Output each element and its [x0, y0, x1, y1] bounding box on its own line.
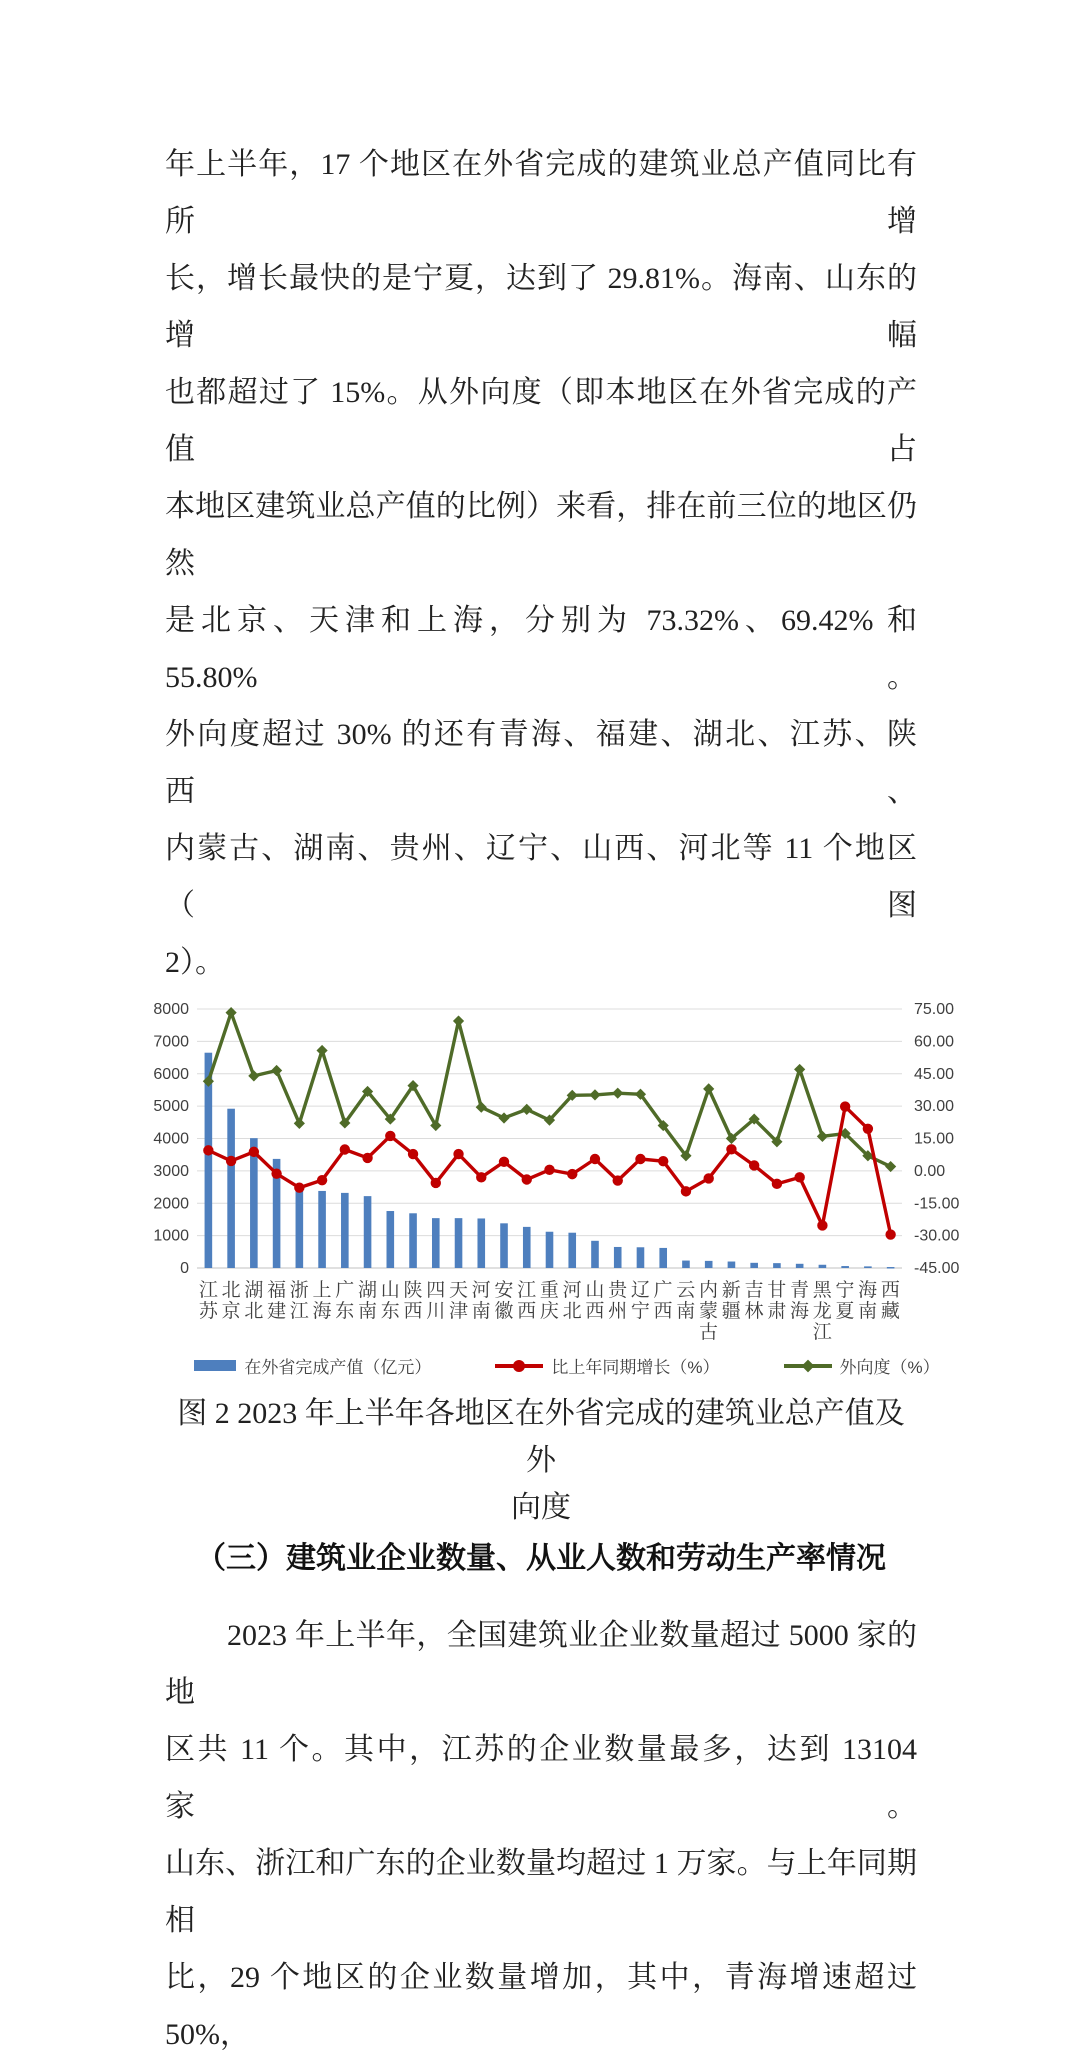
growth-marker [340, 1144, 350, 1154]
x-axis-label: 广 东 [335, 1280, 355, 1322]
outward-marker [316, 1045, 327, 1056]
bar [296, 1191, 304, 1268]
growth-marker [453, 1149, 463, 1159]
growth-marker [476, 1172, 486, 1182]
outward-marker [203, 1076, 214, 1087]
growth-marker [544, 1165, 554, 1175]
growth-marker [431, 1178, 441, 1188]
y-axis-tick-label-right: -30.00 [914, 1227, 960, 1245]
bar [387, 1211, 395, 1268]
bar [432, 1218, 440, 1268]
bar [728, 1262, 736, 1268]
growth-marker [613, 1175, 623, 1185]
legend-item-bar-series [194, 1353, 431, 1378]
x-axis-label: 辽 宁 [630, 1280, 650, 1322]
x-axis-label: 内 蒙 古 [699, 1280, 719, 1343]
x-axis-label: 贵 州 [608, 1280, 628, 1322]
growth-marker [385, 1131, 395, 1141]
legend-item-outward-series [784, 1353, 940, 1378]
growth-marker [408, 1149, 418, 1159]
x-axis-label: 广 西 [653, 1280, 673, 1322]
outward-marker [498, 1112, 509, 1123]
bar [250, 1138, 258, 1268]
growth-marker [703, 1173, 713, 1183]
bar [455, 1218, 463, 1268]
bar [591, 1241, 599, 1268]
x-axis-label: 河 北 [562, 1280, 582, 1322]
paragraph-line: 2023 年上半年，全国建筑业企业数量超过 5000 家的地 [165, 1619, 917, 1709]
bar [477, 1218, 485, 1268]
chart-plot-area [152, 997, 982, 1275]
figure-caption-line2: 向度 [511, 1491, 571, 1524]
x-axis-label: 山 西 [585, 1280, 605, 1322]
growth-marker [635, 1154, 645, 1164]
y-axis-tick-label-right: 30.00 [914, 1098, 955, 1116]
bar [887, 1267, 895, 1269]
x-axis-label: 甘 肃 [767, 1280, 787, 1322]
y-axis-tick-label-right: 15.00 [914, 1130, 955, 1148]
line-diamond-swatch-icon [784, 1364, 832, 1368]
growth-marker [294, 1183, 304, 1193]
x-axis-label: 上 海 [312, 1280, 332, 1322]
y-axis-tick-label-left: 6000 [153, 1065, 189, 1083]
y-axis-tick-label-left: 4000 [153, 1130, 189, 1148]
legend-label: 在外省完成产值（亿元） [244, 1358, 432, 1377]
x-axis-label: 浙 江 [289, 1280, 309, 1322]
growth-marker [817, 1220, 827, 1230]
paragraph-line: 区共 11 个。其中，江苏的企业数量最多，达到 13104 家。 [165, 1733, 917, 1823]
y-axis-tick-label-left: 1000 [153, 1227, 189, 1245]
paragraph-line: 外向度超过 30% 的还有青海、福建、湖北、江苏、陕西、 [165, 718, 917, 808]
growth-marker [885, 1229, 895, 1239]
diamond-line [208, 1013, 890, 1167]
paragraph-line: 山东、浙江和广东的企业数量均超过 1 万家。与上年同期相 [165, 1847, 917, 1937]
legend-item-growth-series [495, 1353, 719, 1378]
growth-marker [317, 1175, 327, 1185]
growth-marker [681, 1186, 691, 1196]
y-axis-tick-label-right: 0.00 [914, 1162, 946, 1180]
bar [705, 1261, 713, 1268]
y-axis-tick-label-right: -45.00 [914, 1260, 960, 1277]
outward-marker [476, 1102, 487, 1113]
x-axis-label: 山 东 [380, 1280, 400, 1322]
x-axis-label: 吉 林 [744, 1280, 764, 1322]
outward-marker [271, 1065, 282, 1076]
growth-marker [772, 1179, 782, 1189]
bar [773, 1263, 781, 1268]
growth-marker [499, 1157, 509, 1167]
line-circle-swatch-icon [495, 1364, 543, 1368]
growth-marker [362, 1153, 372, 1163]
bar [341, 1193, 349, 1268]
growth-marker [590, 1154, 600, 1164]
bar [796, 1264, 804, 1268]
figure-caption-line1: 图 2 2023 年上半年各地区在外省完成的建筑业总产值及外 [177, 1397, 905, 1477]
legend-label: 外向度（%） [839, 1358, 940, 1377]
paragraph-line: 内蒙古、湖南、贵州、辽宁、山西、河北等 11 个地区（图 [165, 832, 917, 922]
paragraph-line: 也都超过了 15%。从外向度（即本地区在外省完成的产值占 [165, 376, 917, 466]
figure-caption [165, 1390, 917, 1531]
bar [318, 1191, 326, 1268]
bar [841, 1266, 849, 1268]
growth-marker [863, 1124, 873, 1134]
paragraph-line: 比，29 个地区的企业数量增加，其中，青海增速超过 50%， [165, 1961, 917, 2051]
outward-marker [817, 1131, 828, 1142]
paragraph-line: 2）。 [165, 946, 225, 979]
growth-marker [749, 1160, 759, 1170]
x-axis-label: 宁 夏 [835, 1280, 855, 1322]
x-axis-labels [197, 1280, 902, 1343]
x-axis-label: 四 川 [426, 1280, 446, 1322]
x-axis-label: 湖 南 [358, 1280, 378, 1322]
figure2-combo-chart [152, 997, 982, 1378]
paragraph-line: 是北京、天津和上海，分别为 73.32%、69.42% 和 55.80%。 [165, 604, 917, 694]
x-axis-label: 海 南 [858, 1280, 878, 1322]
chart-legend [152, 1353, 982, 1378]
bar [409, 1213, 417, 1268]
x-axis-label: 湖 北 [244, 1280, 264, 1322]
x-axis-label: 河 南 [471, 1280, 491, 1322]
y-axis-tick-label-left: 8000 [153, 1001, 189, 1018]
bar [523, 1227, 531, 1268]
x-axis-label: 江 苏 [198, 1280, 218, 1322]
x-axis-label: 安 徽 [494, 1280, 514, 1322]
paragraph-line: 长，增长最快的是宁夏，达到了 29.81%。海南、山东的增幅 [165, 262, 917, 352]
outward-marker [703, 1083, 714, 1094]
x-axis-label: 黑 龙 江 [812, 1280, 832, 1343]
growth-marker [658, 1156, 668, 1166]
paragraph-top [165, 0, 917, 991]
x-axis-label: 西 藏 [880, 1280, 900, 1322]
bar [614, 1247, 622, 1268]
growth-marker [203, 1145, 213, 1155]
y-axis-tick-label-right: -15.00 [914, 1195, 960, 1213]
y-axis-tick-label-left: 0 [180, 1260, 189, 1277]
growth-marker [794, 1172, 804, 1182]
y-axis-tick-label-right: 60.00 [914, 1033, 955, 1051]
section-heading: （三）建筑业企业数量、从业人数和劳动生产率情况 [196, 1542, 886, 1575]
outward-marker [589, 1089, 600, 1100]
bar [637, 1247, 645, 1268]
paragraph-line: 本地区建筑业总产值的比例）来看，排在前三位的地区仍然 [165, 490, 917, 580]
x-axis-label: 云 南 [676, 1280, 696, 1322]
x-axis-label: 新 疆 [721, 1280, 741, 1322]
bar [364, 1196, 372, 1268]
bar [659, 1248, 667, 1268]
bar [546, 1232, 554, 1268]
growth-marker [271, 1168, 281, 1178]
x-axis-label: 北 京 [221, 1280, 241, 1322]
y-axis-tick-label-left: 7000 [153, 1033, 189, 1051]
x-axis-label: 天 津 [448, 1280, 468, 1322]
bar-swatch-icon [194, 1360, 236, 1371]
bar [682, 1261, 690, 1268]
outward-marker [248, 1070, 259, 1081]
x-axis-label: 江 西 [517, 1280, 537, 1322]
bar [864, 1266, 872, 1268]
outward-marker [453, 1015, 464, 1026]
bar [227, 1109, 235, 1268]
paragraph-bottom [165, 1607, 917, 2063]
bar [568, 1233, 576, 1268]
x-axis-label: 陕 西 [403, 1280, 423, 1322]
x-axis-label: 重 庆 [539, 1280, 559, 1322]
y-axis-tick-label-left: 5000 [153, 1098, 189, 1116]
y-axis-tick-label-right: 45.00 [914, 1065, 955, 1083]
y-axis-tick-label-left: 2000 [153, 1195, 189, 1213]
outward-marker [612, 1088, 623, 1099]
outward-marker [294, 1118, 305, 1129]
legend-label: 比上年同期增长（%） [551, 1358, 720, 1377]
bar [500, 1223, 508, 1268]
y-axis-tick-label-right: 75.00 [914, 1001, 955, 1018]
growth-marker [726, 1144, 736, 1154]
outward-marker [521, 1104, 532, 1115]
x-axis-label: 青 海 [789, 1280, 809, 1322]
y-axis-tick-label-left: 3000 [153, 1162, 189, 1180]
bar [750, 1263, 758, 1268]
growth-marker [249, 1147, 259, 1157]
growth-marker [567, 1169, 577, 1179]
growth-marker [522, 1174, 532, 1184]
x-axis-label: 福 建 [267, 1280, 287, 1322]
growth-marker [840, 1101, 850, 1111]
bar [819, 1265, 827, 1268]
paragraph-line: 年上半年，17 个地区在外省完成的建筑业总产值同比有所增 [165, 148, 917, 238]
growth-marker [226, 1156, 236, 1166]
